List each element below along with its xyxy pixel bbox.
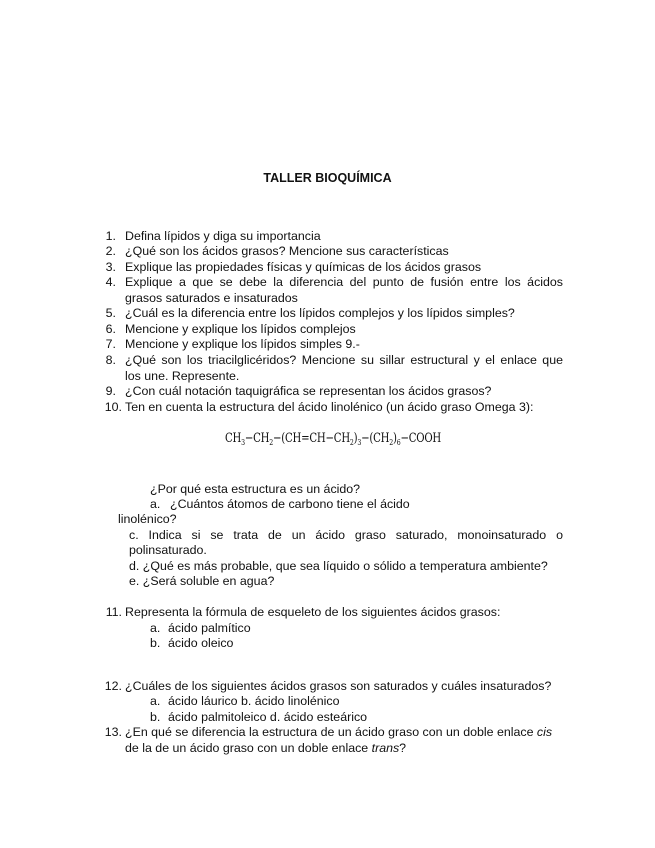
question-text: ¿En qué se diferencia la estructura de un ácido graso con un doble enlace cis <box>125 725 553 739</box>
subquestion-label: b. <box>150 710 161 724</box>
subquestion-label: a. <box>150 621 161 635</box>
question-number: 13. <box>104 725 122 739</box>
question-number: 11. <box>105 605 122 619</box>
question-text: ¿Qué son los triacilglicéridos? Mencione su sillar estructural y el enlace que <box>125 353 563 367</box>
subquestion-text: ¿Por qué esta estructura es un ácido? <box>150 482 361 496</box>
question-text: ¿Qué son los ácidos grasos? Mencione sus características <box>125 244 449 258</box>
question-text: Representa la fórmula de esqueleto de los siguientes ácidos grasos: <box>125 605 501 619</box>
subquestion-text: ácido láurico b. ácido linolénico <box>168 694 340 708</box>
question-text-continuation: de la de un ácido graso con un doble enlace trans? <box>125 741 407 755</box>
subquestion-text: ácido palmitoleico d. ácido esteárico <box>168 710 368 724</box>
question-text-continuation: grasos saturados e insaturados <box>125 291 298 305</box>
question-text: ¿Cuáles de los siguientes ácidos grasos son saturados y cuáles insaturados? <box>125 679 552 693</box>
question-text: Ten en cuenta la estructura del ácido linolénico (un ácido graso Omega 3): <box>125 400 534 414</box>
subquestion-text-continuation: polinsaturado. <box>129 543 207 557</box>
subquestion-text: e. ¿Será soluble en agua? <box>129 574 275 588</box>
question-number: 9. <box>105 384 116 398</box>
question-text: Mencione y explique los lípidos complejos <box>125 322 356 336</box>
question-number: 1. <box>105 229 116 243</box>
question-text: ¿Con cuál notación taquigráfica se representan los ácidos grasos? <box>125 384 492 398</box>
subquestion-label: a. <box>150 694 161 708</box>
question-number: 7. <box>105 337 116 351</box>
question-text: Defina lípidos y diga su importancia <box>125 229 321 243</box>
subquestion-label: b. <box>150 636 161 650</box>
question-number: 5. <box>105 306 116 320</box>
question-text: Mencione y explique los lípidos simples 9.- <box>125 337 360 351</box>
subquestion-text: ácido oleico <box>168 636 234 650</box>
page-title: TALLER BIOQUÍMICA <box>263 171 392 185</box>
subquestion-text: ácido palmítico <box>168 621 251 635</box>
question-text: Explique a que se debe la diferencia del punto de fusión entre los ácidos <box>125 275 563 289</box>
question-text-continuation: los une. Represente. <box>125 369 240 383</box>
question-number: 3. <box>105 260 116 274</box>
question-number: 6. <box>105 322 116 336</box>
question-text: Explique las propiedades físicas y químicas de los ácidos grasos <box>125 260 482 274</box>
subquestion-label: a. <box>150 497 161 511</box>
subquestion-text-continuation: linolénico? <box>118 512 177 526</box>
question-number: 8. <box>105 353 116 367</box>
subquestion-text: c. Indica si se trata de un ácido graso saturado, monoinsaturado o <box>129 528 563 542</box>
linolenic-acid-formula: $CH_3-CH_2-(CH=CH-CH_2)_3-(CH_2)_6-COOH$ <box>225 431 442 447</box>
question-number: 12. <box>104 679 122 693</box>
question-number: 10. <box>104 400 122 414</box>
subquestion-text: d. ¿Qué es más probable, que sea líquido o sólido a temperatura ambiente? <box>129 559 548 573</box>
subquestion-text: ¿Cuántos átomos de carbono tiene el ácido <box>170 497 410 511</box>
question-text: ¿Cuál es la diferencia entre los lípidos complejos y los lípidos simples? <box>125 306 515 320</box>
question-number: 4. <box>105 275 116 289</box>
question-number: 2. <box>105 244 116 258</box>
